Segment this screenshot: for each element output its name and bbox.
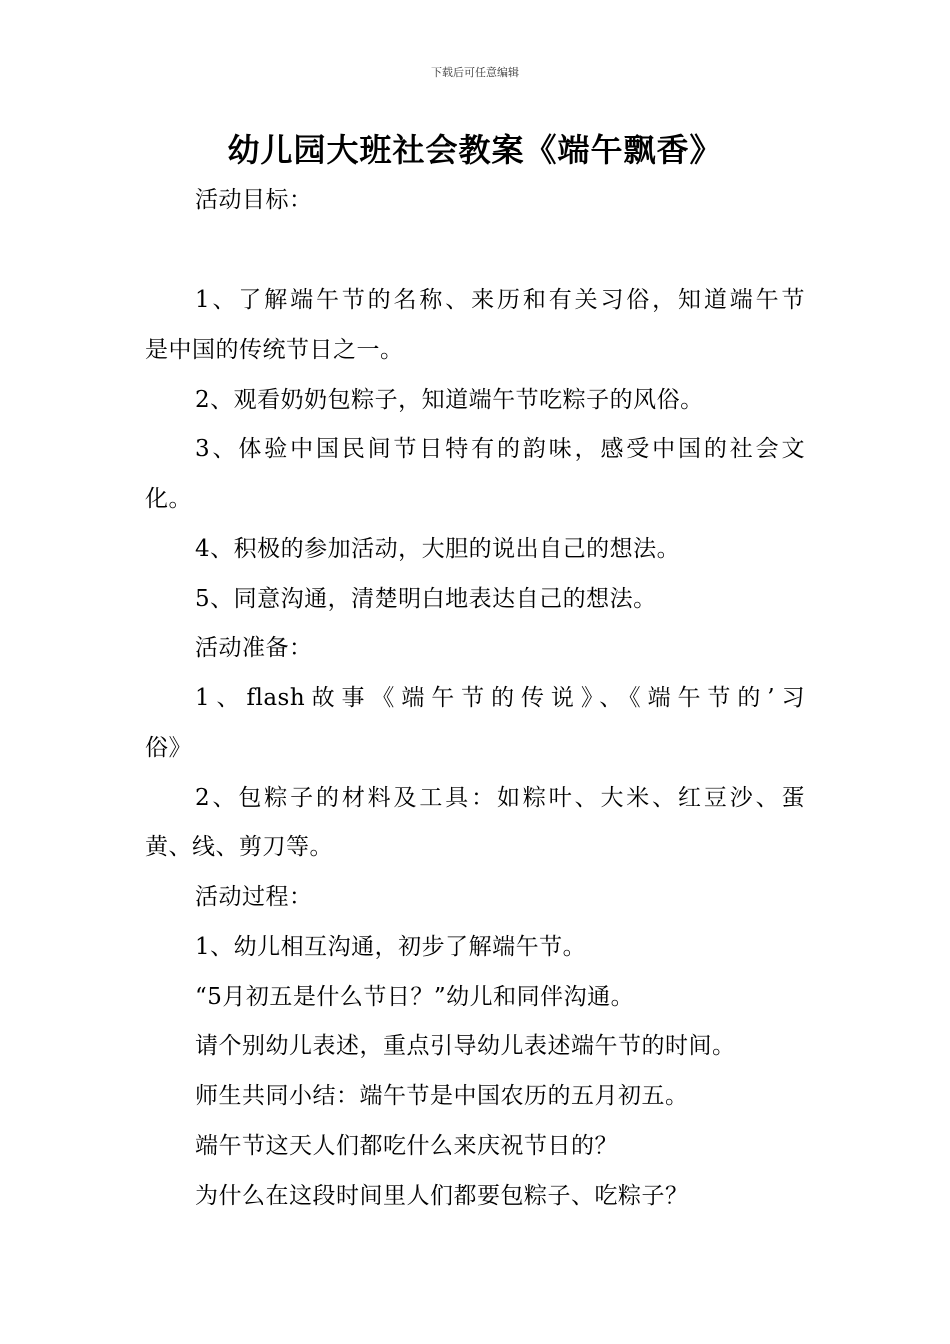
prep-2-line-1: 2、包粽子的材料及工具：如粽叶、大米、红豆沙、蛋 (195, 785, 805, 811)
goal-1-line-2: 是中国的传统节日之一。 (145, 337, 404, 363)
goal-5: 5、同意沟通，清楚明白地表达自己的想法。 (195, 586, 657, 612)
process-line-3: 请个别幼儿表述，重点引导幼儿表述端午节的时间。 (195, 1033, 736, 1059)
process-question-1: “5月初五是什么节日？”幼儿和同伴沟通。 (195, 984, 635, 1010)
process-line-4: 师生共同小结：端午节是中国农历的五月初五。 (195, 1083, 689, 1109)
goal-3-line-1: 3、体验中国民间节日特有的韵味，感受中国的社会文 (195, 436, 805, 462)
prep-1-line-2: 俗》 (145, 735, 192, 761)
process-line-5: 端午节这天人们都吃什么来庆祝节日的？ (195, 1133, 618, 1159)
process-line-6: 为什么在这段时间里人们都要包粽子、吃粽子？ (195, 1183, 689, 1209)
prep-1-line-1: 1、flash故事《端午节的传说》、《端午节的’习 (195, 685, 805, 711)
section-heading-preparation: 活动准备： (195, 635, 313, 661)
prep-2-line-2: 黄、线、剪刀等。 (145, 834, 333, 860)
goal-3-line-2: 化。 (145, 486, 192, 512)
header-note: 下载后可任意编辑 (431, 66, 519, 79)
section-heading-process: 活动过程： (195, 884, 313, 910)
section-heading-goals: 活动目标： (195, 187, 313, 213)
goal-2: 2、观看奶奶包粽子，知道端午节吃粽子的风俗。 (195, 387, 704, 413)
document-title: 幼儿园大班社会教案《端午飘香》 (227, 131, 723, 169)
process-step-1: 1、幼儿相互沟通，初步了解端午节。 (195, 934, 587, 960)
goal-4: 4、积极的参加活动，大胆的说出自己的想法。 (195, 536, 681, 562)
goal-1-line-1: 1、了解端午节的名称、来历和有关习俗，知道端午节 (195, 287, 805, 313)
